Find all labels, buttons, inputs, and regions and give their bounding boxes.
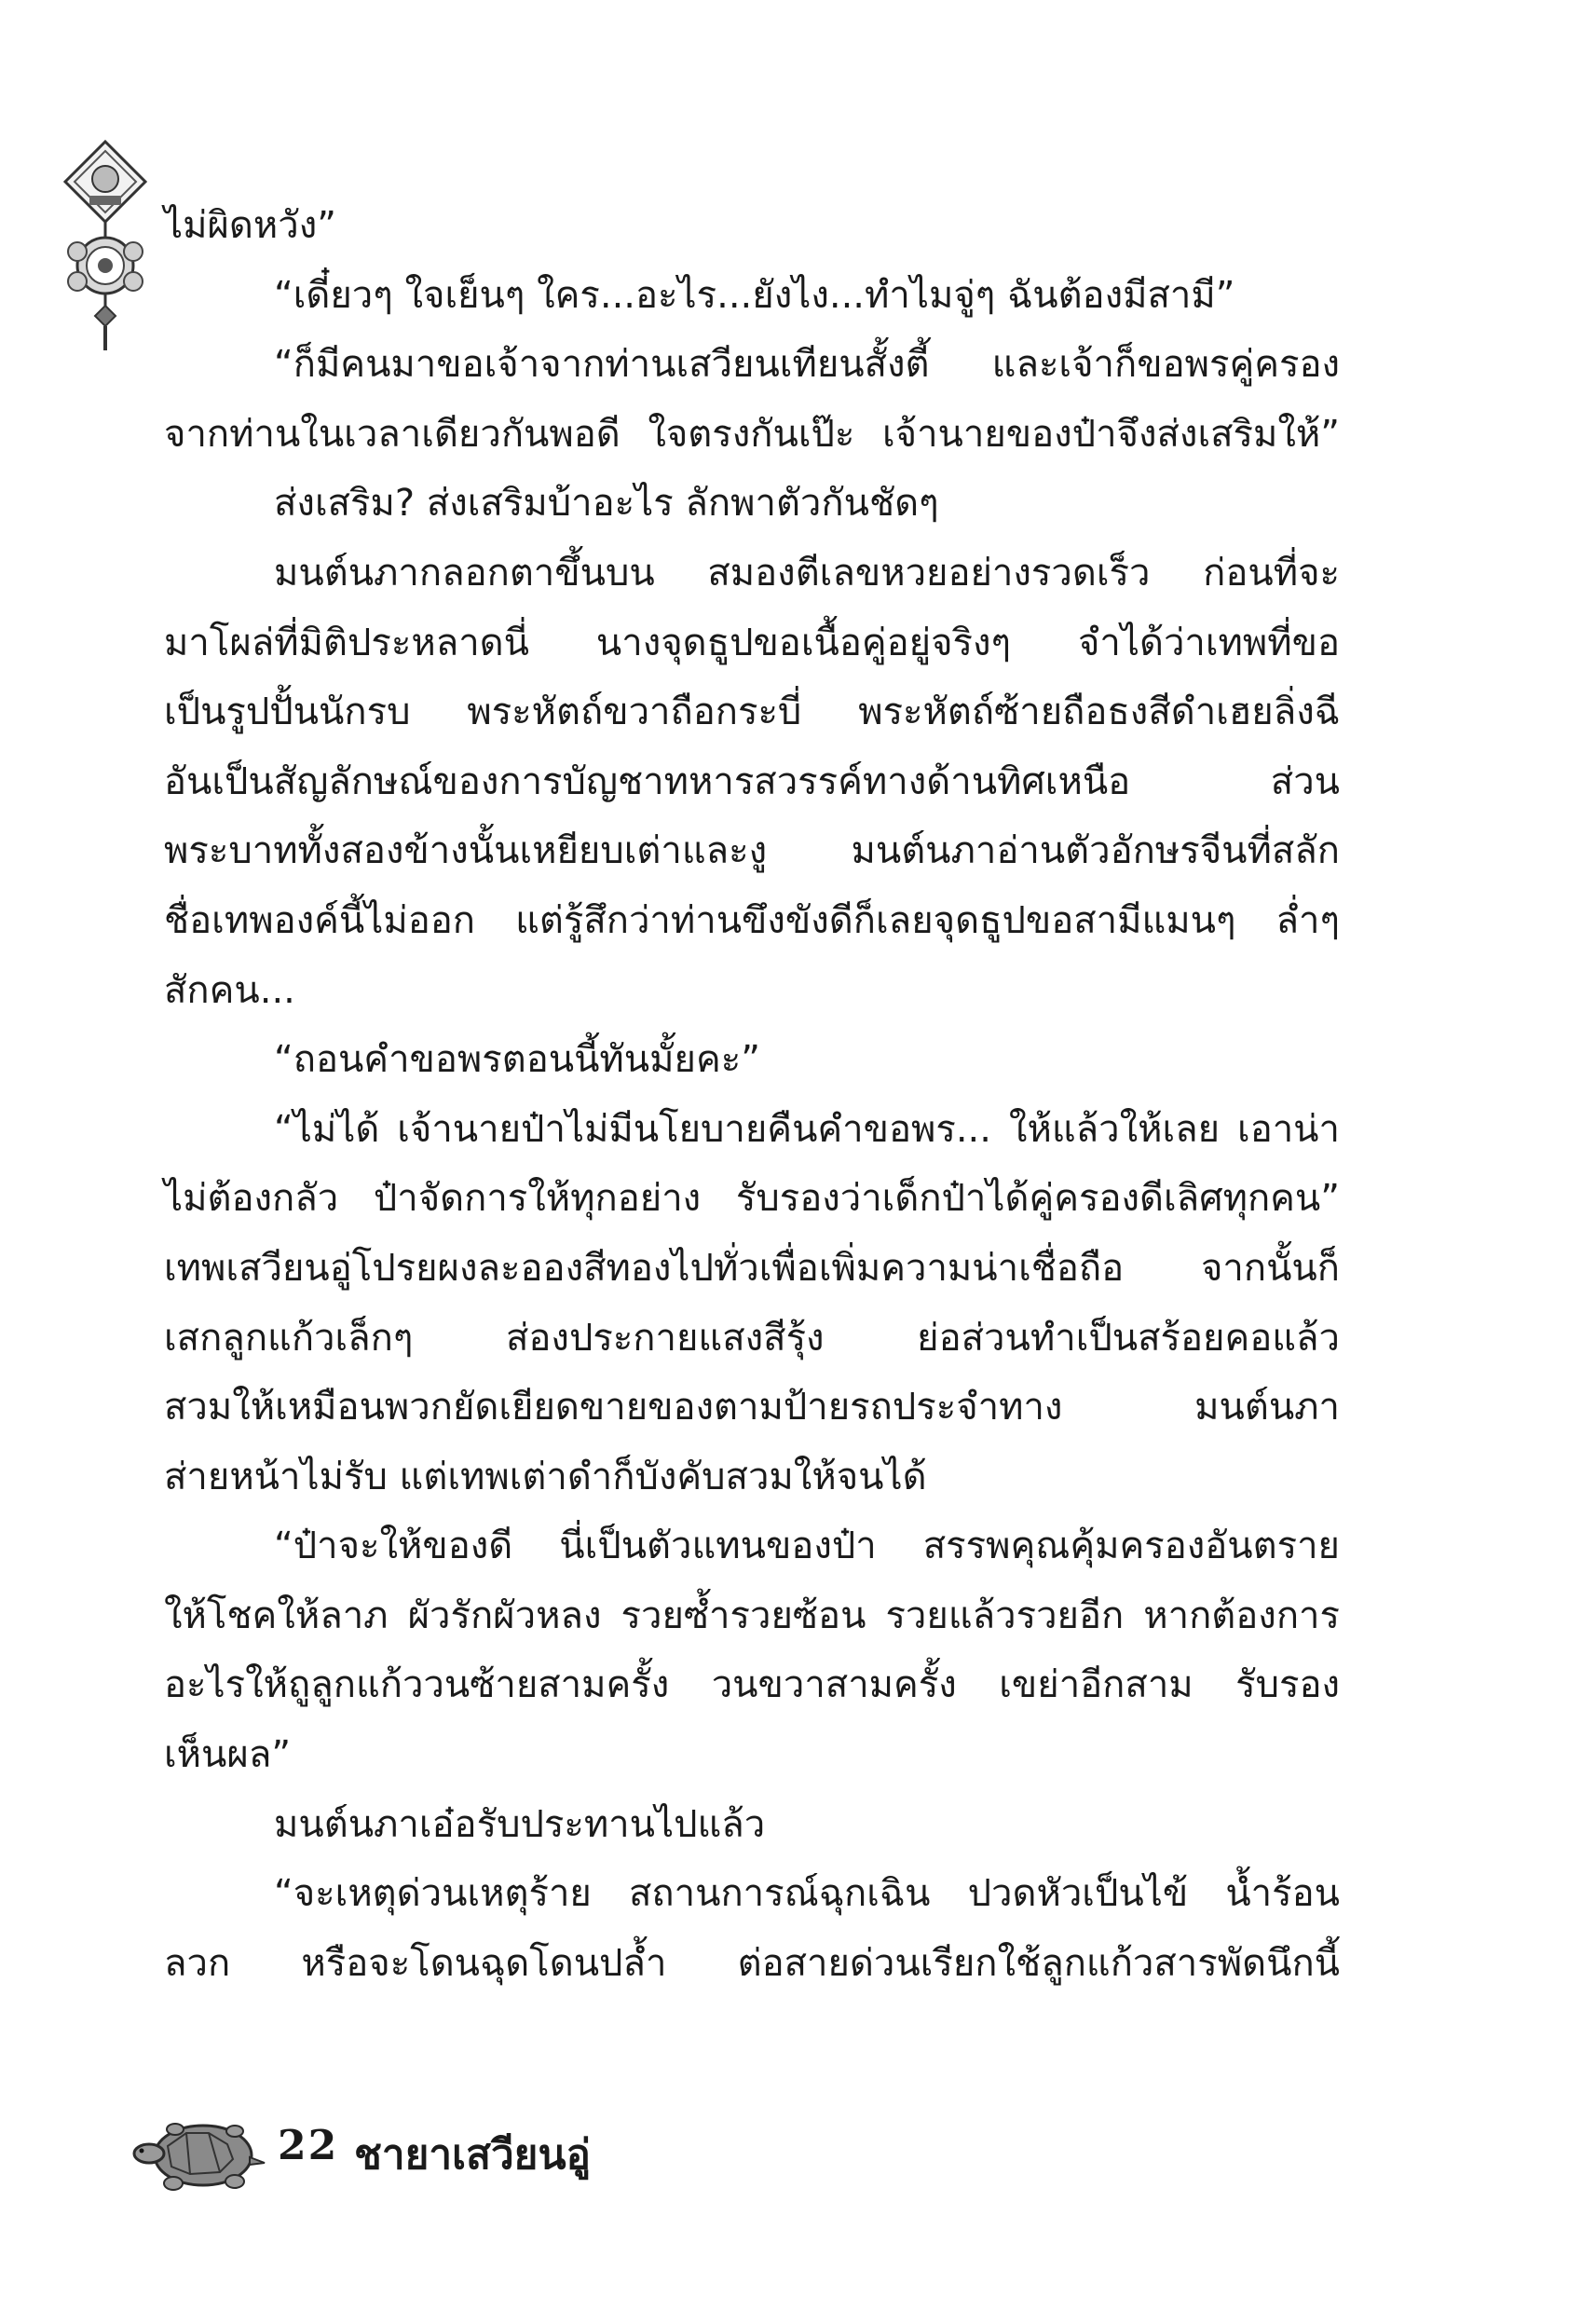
text-line: ไม่ผิดหวัง” [164, 204, 336, 247]
text-line: เสกลูกแก้วเล็กๆ ส่องประกายแสงสีรุ้ง ย่อส่วนทำเป็นสร้อยคอแล้ว [164, 1316, 1340, 1360]
text-line: เห็นผล” [164, 1733, 292, 1777]
text-line: “ก็มีคนมาขอเจ้าจากท่านเสวียนเทียนสั้งตี้ และเจ้าก็ขอพรคู่ครอง [274, 343, 1340, 387]
text-line: “ป๋าจะให้ของดี นี่เป็นตัวแทนของป๋า สรรพคุณคุ้มครองอันตราย [274, 1525, 1340, 1568]
text-line: มนต์นภาเอ๋อรับประทานไปแล้ว [274, 1802, 766, 1846]
text-line: สักคน... [164, 968, 295, 1012]
text-line: ให้โชคให้ลาภ ผัวรักผัวหลง รวยซ้ำรวยซ้อน รวยแล้วรวยอีก หากต้องการ [164, 1593, 1340, 1637]
text-line: “จะเหตุด่วนเหตุร้าย สถานการณ์ฉุกเฉิน ปวดหัวเป็นไข้ น้ำร้อน [274, 1872, 1340, 1916]
text-line: เทพเสวียนอู่โปรยผงละอองสีทองไปทั่วเพื่อเพิ่มความน่าเชื่อถือ จากนั้นก็ [164, 1246, 1340, 1290]
text-line: ลวก หรือจะโดนฉุดโดนปล้ำ ต่อสายด่วนเรียกใช้ลูกแก้วสารพัดนึกนี้ [164, 1941, 1340, 1985]
body-text [164, 191, 1340, 1998]
text-line: จากท่านในเวลาเดียวกันพอดี ใจตรงกันเป๊ะ เจ้านายของป๋าจึงส่งเสริมให้” [164, 412, 1340, 456]
book-title: ชายาเสวียนอู่ [354, 2131, 591, 2179]
text-line: เป็นรูปปั้นนักรบ พระหัตถ์ขวาถือกระบี่ พระหัตถ์ซ้ายถือธงสีดำเฮยลิ่งฉี [164, 691, 1340, 734]
page-footer [130, 2101, 689, 2204]
turtle-icon [130, 2101, 270, 2204]
chinese-ornament-icon [54, 140, 157, 354]
text-line: อันเป็นสัญลักษณ์ของการบัญชาทหารสวรรค์ทางด้านทิศเหนือ ส่วน [164, 759, 1340, 803]
text-line: อะไรให้ถูลูกแก้ววนซ้ายสามครั้ง วนขวาสามครั้ง เขย่าอีกสาม รับรอง [164, 1663, 1340, 1707]
text-line: “ไม่ได้ เจ้านายป๋าไม่มีนโยบายคืนคำขอพร... ให้แล้วให้เลย เอาน่า [274, 1107, 1340, 1151]
text-line: ชื่อเทพองค์นี้ไม่ออก แต่รู้สึกว่าท่านขึงขังดีก็เลยจุดธูปขอสามีแมนๆ ล่ำๆ [164, 898, 1340, 942]
text-line: ส่งเสริม? ส่งเสริมบ้าอะไร ลักพาตัวกันชัดๆ [274, 482, 939, 526]
text-line: สวมให้เหมือนพวกยัดเยียดขายของตามป้ายรถประจำทาง มนต์นภา [164, 1386, 1340, 1429]
text-line: มนต์นภากลอกตาขึ้นบน สมองตีเลขหวยอย่างรวดเร็ว ก่อนที่จะ [274, 551, 1340, 595]
text-line: “เดี๋ยวๆ ใจเย็นๆ ใคร...อะไร...ยังไง...ทำไมจู่ๆ ฉันต้องมีสามี” [274, 273, 1235, 317]
text-line: ส่ายหน้าไม่รับ แต่เทพเต่าดำก็บังคับสวมให้จนได้ [164, 1455, 927, 1498]
text-line: พระบาททั้งสองข้างนั้นเหยียบเต่าและงู มนต์นภาอ่านตัวอักษรจีนที่สลัก [164, 829, 1340, 873]
page-number: 22 [278, 2122, 339, 2169]
text-line: มาโผล่ที่มิติประหลาดนี่ นางจุดธูปขอเนื้อคู่อยู่จริงๆ จำได้ว่าเทพที่ขอ [164, 621, 1340, 664]
text-line: ไม่ต้องกลัว ป๋าจัดการให้ทุกอย่าง รับรองว่าเด็กป๋าได้คู่ครองดีเลิศทุกคน” [164, 1177, 1340, 1221]
text-line: “ถอนคำขอพรตอนนี้ทันมั้ยคะ” [274, 1038, 760, 1082]
